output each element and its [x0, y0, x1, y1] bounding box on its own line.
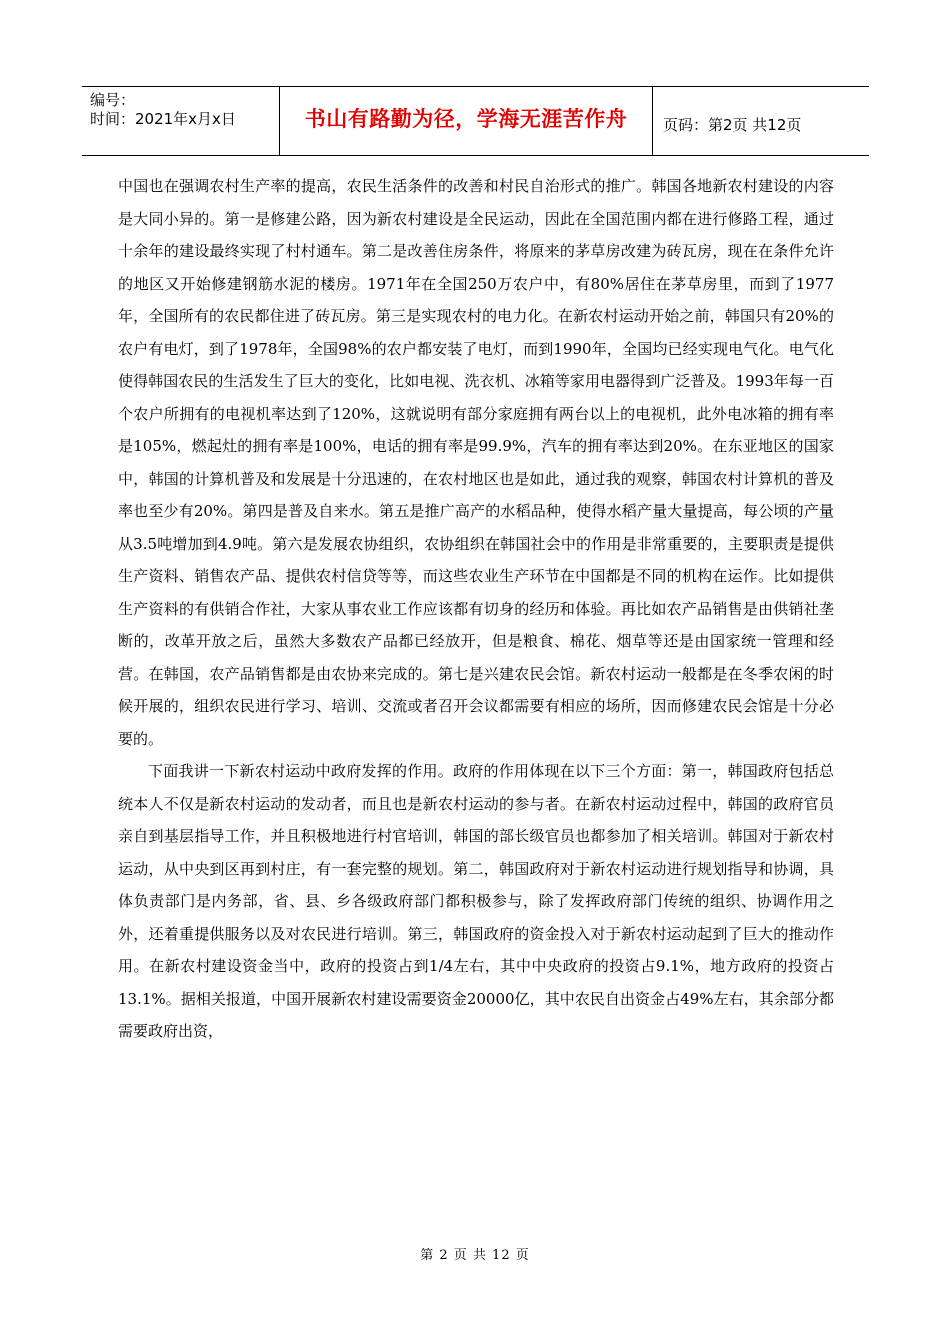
- document-number-label: 编号：: [90, 91, 136, 109]
- header-page-label: 页码：第2页 共12页: [663, 116, 802, 134]
- page-footer: 第 2 页 共 12 页: [420, 1248, 530, 1263]
- header-meta: [82, 87, 280, 155]
- document-body: [118, 170, 834, 1048]
- body-paragraph-2: 下面我讲一下新农村运动中政府发挥的作用。政府的作用体现在以下三个方面：第一，韩国政府包括总统本人不仅是新农村运动的发动者，而且也是新农村运动的参与者。在新农村运动过程中，韩国的政府官员亲自到基层指导工作，并且积极地进行村官培训，韩国的部长级官员也都参加了相关培训。韩国对于新农村运动，从中央到区再到村庄，有一套完整的规划。第二，韩国政府对于新农村运动进行规划指导和协调，具体负责部门是内务部，省、县、乡各级政府部门都积极参与，除了发挥政府部门传统的组织、协调作用之外，还着重提供服务以及对农民进行培训。第三，韩国政府的资金投入对于新农村运动起到了巨大的推动作用。在新农村建设资金当中，政府的投资占到1/4左右，其中中央政府的投资占9.1%，地方政府的投资占13.1%。据相关报道，中国开展新农村建设需要资金20000亿，其中农民自出资金占49%左右，其余部分都需要政府出资，: [118, 762, 834, 1040]
- page-header: [82, 86, 869, 156]
- body-paragraph-1: 中国也在强调农村生产率的提高，农民生活条件的改善和村民自治形式的推广。韩国各地新农村建设的内容是大同小异的。第一是修建公路，因为新农村建设是全民运动，因此在全国范围内都在进行修路工程，通过十余年的建设最终实现了村村通车。第二是改善住房条件，将原来的茅草房改建为砖瓦房，现在在条件允许的地区又开始修建钢筋水泥的楼房。1971年在全国250万农户中，有80%居住在茅草房里，而到了1977年，全国所有的农民都住进了砖瓦房。第三是实现农村的电力化。在新农村运动开始之前，韩国只有20%的农户有电灯，到了1978年，全国98%的农户都安装了电灯，而到1990年，全国均已经实现电气化。电气化使得韩国农民的生活发生了巨大的变化，比如电视、洗衣机、冰箱等家用电器得到广泛普及。1993年每一百个农户所拥有的电视机率达到了120%，这就说明有部分家庭拥有两台以上的电视机，此外电冰箱的拥有率是105%，燃起灶的拥有率是100%，电话的拥有率是99.9%，汽车的拥有率达到20%。在东亚地区的国家中，韩国的计算机普及和发展是十分迅速的，在农村地区也是如此，通过我的观察，韩国农村计算机的普及率也至少有20%。第四是普及自来水。第五是推广高产的水稻品种，使得水稻产量大量提高，每公顷的产量从3.5吨增加到4.9吨。第六是发展农协组织，农协组织在韩国社会中的作用是非常重要的，主要职责是提供生产资料、销售农产品、提供农村信贷等等，而这些农业生产环节在中国都是不同的机构在运作。比如提供生产资料的有供销合作社，大家从事农业工作应该都有切身的经历和体验。再比如农产品销售是由供销社垄断的，改革开放之后，虽然大多数农产品都已经放开，但是粮食、棉花、烟草等还是由国家统一管理和经营。在韩国，农产品销售都是由农协来完成的。第七是兴建农民会馆。新农村运动一般都是在冬季农闲的时候开展的，组织农民进行学习、培训、交流或者召开会议都需要有相应的场所，因而修建农民会馆是十分必要的。: [118, 177, 834, 748]
- header-motto: 书山有路勤为径，学海无涯苦作舟: [280, 87, 653, 155]
- document-time-label: 时间：2021年x月x日: [90, 110, 236, 128]
